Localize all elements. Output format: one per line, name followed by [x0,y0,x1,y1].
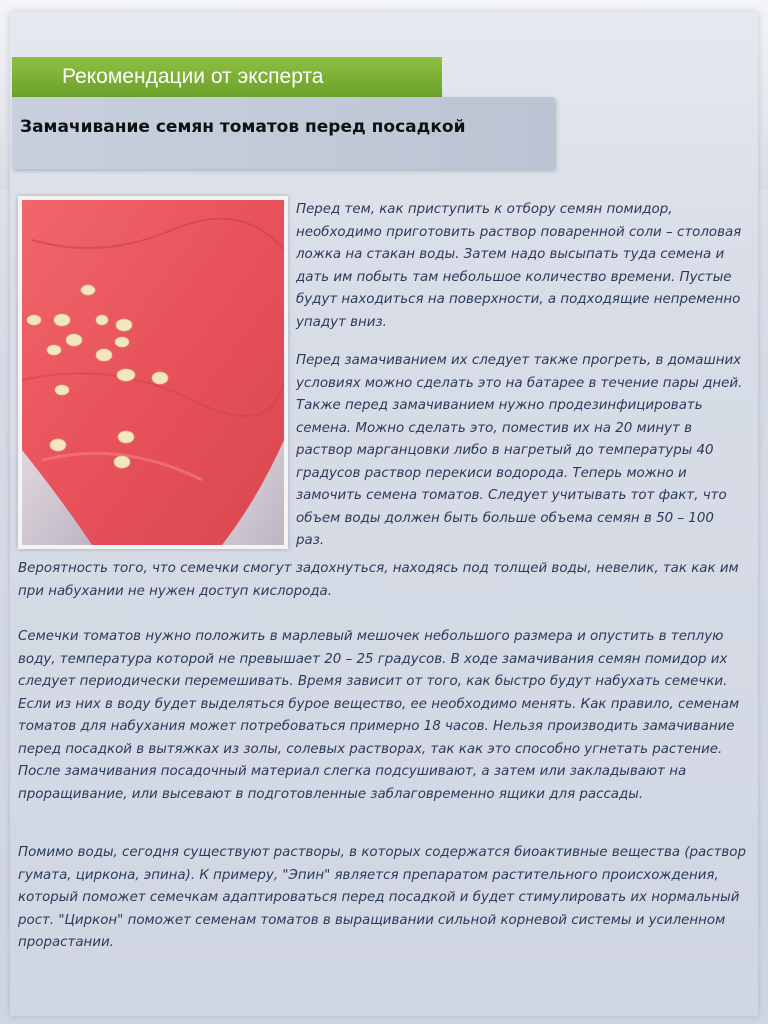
paragraph-bioactive-solutions: Помимо воды, сегодня существуют растворы, в которых содержатся биоактивные вещества (раствор гумата, циркона, эпина). К примеру, "Эпин" является препаратом растительного происхождения, который поможет семечкам адаптироваться перед посадкой и будет стимулировать их нормальный рост. "Циркон" поможет семенам томатов в выращивании сильной корневой системы и усиленном прорастании. [18,845,746,950]
paragraph-oxygen: Вероятность того, что семечки смогут задохнуться, находясь под толщей воды, невелик, так как им при набухании не нужен доступ кислорода. [18,561,739,599]
page-title: Замачивание семян томатов перед посадкой [20,117,466,137]
seeds-photo [18,196,288,549]
paragraph-warming-disinfection: Перед замачиванием их следует также прогреть, в домашних условиях можно сделать это на батарее в течение пары дней. Также перед замачиванием нужно продезинфицировать семена. Можно сделать это, поместив их на 20 минут в раствор марганцовки либо в нагретый до температуры 40 градусов раствор перекиси водорода. Теперь можно и замочить семена томатов. Следует учитывать тот факт, что объем воды должен быть больше объема семян в 50 – 100 раз. [296,353,743,548]
tomato-seeds-photo-icon [22,200,284,545]
paragraph-soaking-process: Семечки томатов нужно положить в марлевый мешочек небольшого размера и опустить в теплую воду, температура которой не превышает 20 – 25 градусов. В ходе замачивания семян помидор их следует периодически перемешивать. Время зависит от того, как быстро будут набухать семечки. Если из них в воду будет выделяться бурое вещество, ее необходимо менять. Как правило, семенам томатов для набухания может потребоваться примерно 18 часов. Нельзя производить замачивание перед посадкой в вытяжках из золы, солевых растворах, так как это способно угнетать растение. После замачивания посадочный материал слегка подсушивают, а затем или закладывают на проращивание, или высевают в подготовленные заблаговременно ящики для рассады. [18,629,740,802]
expert-banner: Рекомендации от эксперта [12,57,442,97]
paragraph-salt-solution: Перед тем, как приступить к отбору семян помидор, необходимо приготовить раствор поваренной соли – столовая ложка на стакан воды. Затем надо высыпать туда семена и дать им побыть там небольшое количество времени. Пустые будут находиться на поверхности, а подходящие непременно упадут вниз. [296,202,742,330]
